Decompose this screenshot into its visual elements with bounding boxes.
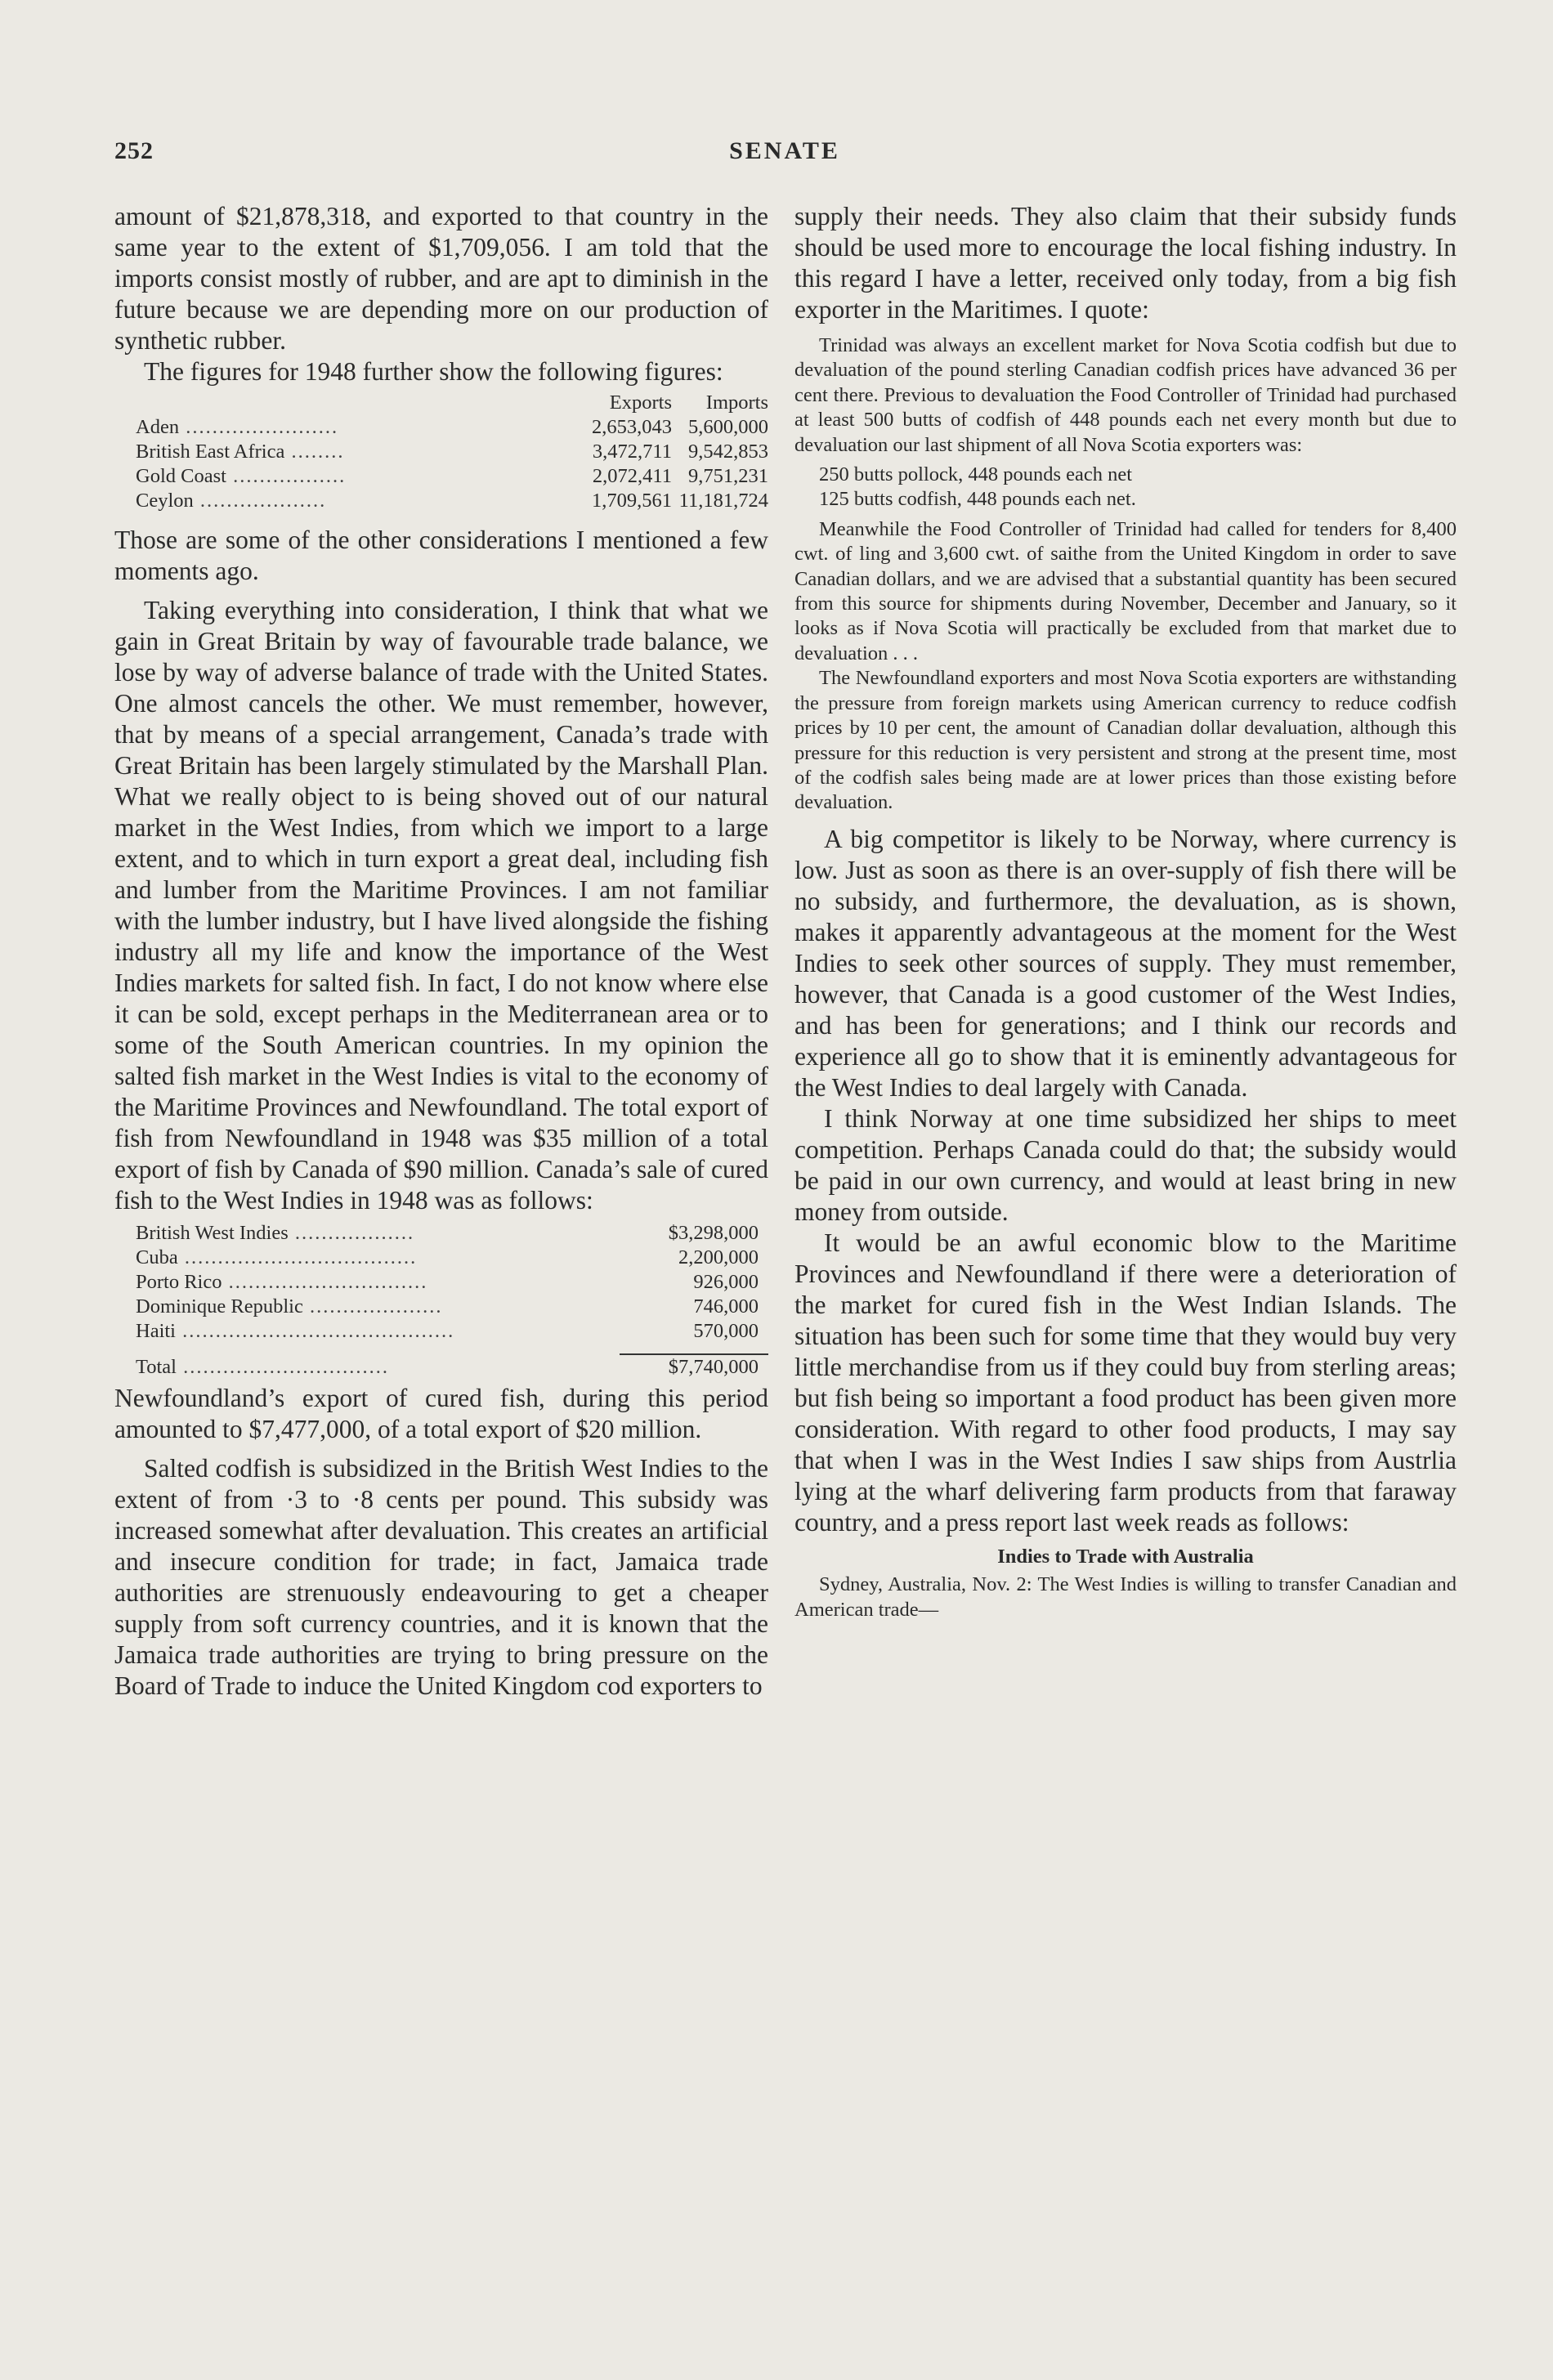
imports-cell: 9,751,231: [688, 465, 768, 487]
page-header: [114, 137, 1455, 170]
column-header-exports: Exports: [609, 391, 672, 414]
row-label: Ceylon: [136, 490, 194, 512]
table-row: Ceylon ................... 1,709,561 11,181,724: [136, 490, 768, 512]
value-cell: 570,000: [693, 1320, 759, 1342]
row-label: Gold Coast: [136, 465, 226, 487]
paragraph: supply their needs. They also claim that their subsidy funds should be used more to encourage the local fishing industry. In this regard I have a letter, received only today, from a big fish exporter in the Maritimes. I quote:: [794, 202, 1457, 324]
value-cell: $3,298,000: [668, 1222, 759, 1244]
left-column: [114, 201, 768, 1702]
exports-cell: 1,709,561: [592, 490, 672, 512]
row-label: Porto Rico: [136, 1271, 222, 1293]
table-row: Haiti ......................................... 570,000: [114, 1319, 768, 1344]
value-cell: 746,000: [693, 1295, 759, 1318]
page-number: 252: [114, 137, 154, 164]
fish-sales-table: [114, 1221, 768, 1380]
quoted-letter-paragraph: The Newfoundland exporters and most Nova Scotia exporters are withstanding the pressure from foreign markets using American currency to reduce codfish prices by 10 per cent, the amount of Canadian dollar devaluation, although this pressure for this reduction is very persistent and strong at the present time, most of the codfish sales being made are at lower prices than those existing before devaluation.: [794, 667, 1457, 814]
news-heading: Indies to Trade with Australia: [997, 1545, 1254, 1568]
column-header-imports: Imports: [705, 391, 768, 414]
table-row: British East Africa ........ 3,472,711 9,542,853: [136, 441, 768, 463]
table-row: Dominique Republic .................... 746,000: [114, 1295, 768, 1319]
table-total-row: Total ............................... $7,740,000: [114, 1355, 768, 1380]
paragraph: Salted codfish is subsidized in the British West Indies to the extent of from ·3 to ·8 cents per pound. This subsidy was increased somewhat after devaluation. This creates an artificial and insecure condition for trade; in fact, Jamaica trade authorities are strenuously endeavouring to get a cheaper supply from soft currency countries, and it is known that the Jamaica trade authorities are trying to bring pressure on the Board of Trade to induce the United Kingdom cod exporters to: [114, 1454, 768, 1700]
table-header-row: [114, 391, 768, 415]
row-label: Aden: [136, 416, 180, 438]
paragraph: A big competitor is likely to be Norway, where currency is low. Just as soon as there is an over-supply of fish there will be no subsidy, and furthermore, the devaluation, as is shown, makes it apparently advantageous at the moment for the West Indies to seek other sources of supply. They must remember, however, that Canada is a good customer of the West Indies, and has been for generations; and I think our records and experience all go to show that it is eminently advantageous for the West Indies to deal largely with Canada.: [794, 824, 1457, 1102]
imports-cell: 5,600,000: [688, 416, 768, 438]
quoted-line: 250 butts pollock, 448 pounds each net: [819, 463, 1133, 486]
paragraph: I think Norway at one time subsidized her ships to meet competition. Perhaps Canada could do that; the subsidy would be paid in our own currency, and would at least bring in new money from outside.: [794, 1103, 1457, 1226]
total-value: $7,740,000: [668, 1356, 759, 1378]
row-label: British East Africa: [136, 441, 285, 463]
exports-cell: 2,072,411: [592, 465, 672, 487]
quoted-letter-paragraph: Trinidad was always an excellent market for Nova Scotia codfish but due to devaluation of the pound sterling Canadian codfish prices have advanced 36 per cent there. Previous to devaluation the Food Controller of Trinidad had purchased at least 500 butts of codfish of 448 pounds each net every month but due to devaluation our last shipment of all Nova Scotia exporters was:: [794, 334, 1457, 456]
paragraph: It would be an awful economic blow to the Maritime Provinces and Newfoundland if there were a deterioration of the market for cured fish in the West Indian Islands. The situation has been such for some time that they would buy very little merchandise from us if they could buy from sterling areas; but fish being so important a food product has been given more consideration. With regard to other food products, I may say that when I was in the West Indies I saw ships from Austrlia lying at the wharf delivering farm products from that faraway country, and a press report last week reads as follows:: [794, 1228, 1457, 1537]
trade-table: [114, 391, 768, 513]
paragraph: amount of $21,878,318, and exported to that country in the same year to the extent of $1,709,056. I am told that the imports consist mostly of rubber, and are apt to diminish in the future because we are depending more on our production of synthetic rubber.: [114, 202, 768, 355]
news-text: Sydney, Australia, Nov. 2: The West Indies is willing to transfer Canadian and American trade—: [794, 1573, 1457, 1621]
table-row: Porto Rico .............................. 926,000: [114, 1270, 768, 1295]
row-label: Cuba: [136, 1246, 178, 1268]
imports-cell: 11,181,724: [678, 490, 768, 512]
exports-cell: 2,653,043: [592, 416, 672, 438]
table-row: Cuba ................................... 2,200,000: [114, 1246, 768, 1270]
row-label: Dominique Republic: [136, 1295, 303, 1318]
paragraph: Newfoundland’s export of cured fish, during this period amounted to $7,477,000, of a total export of $20 million.: [114, 1384, 768, 1443]
table-row: Gold Coast ................. 2,072,411 9,751,231: [136, 465, 768, 487]
total-label: Total: [136, 1356, 177, 1378]
paragraph: Those are some of the other considerations I mentioned a few moments ago.: [114, 526, 768, 585]
exports-cell: 3,472,711: [592, 441, 672, 463]
total-rule-row: [114, 1344, 768, 1355]
running-title: SENATE: [729, 137, 840, 164]
imports-cell: 9,542,853: [688, 441, 768, 463]
row-label: Haiti: [136, 1320, 176, 1342]
paragraph: Taking everything into consideration, I think that what we gain in Great Britain by way of favourable trade balance, we lose by way of adverse balance of trade with the United States. One almost cancels the other. We must remember, however, that by means of a special arrangement, Canada’s trade with Great Britain has been largely stimulated by the Marshall Plan. What we really object to is being shoved out of our natural market in the West Indies, from which we import to a large extent, and to which in turn export a great deal, including fish and lumber from the Maritime Provinces. I am not familiar with the lumber industry, but I have lived alongside the fishing industry all my life and know the importance of the West Indies markets for salted fish. In fact, I do not know where else it can be sold, except perhaps in the Mediterranean area or to some of the South American countries. In my opinion the salted fish market in the West Indies is vital to the economy of the Maritime Provinces and Newfoundland. The total export of fish from Newfoundland in 1948 was $35 million of a total export of fish by Canada of $90 million. Canada’s sale of cured fish to the West Indies in 1948 was as follows:: [114, 596, 768, 1215]
row-label: British West Indies: [136, 1222, 289, 1244]
table-row: British West Indies .................. $3,298,000: [114, 1221, 768, 1246]
quoted-letter-paragraph: Meanwhile the Food Controller of Trinidad had called for tenders for 8,400 cwt. of ling and 3,600 cwt. of saithe from the United Kingdom in order to save Canadian dollars, and we are advised that a substantial quantity has been secured from this source for shipments during November, December and January, so it looks as if Nova Scotia will practically be excluded from that market due to devaluation . . .: [794, 517, 1457, 664]
right-column: [794, 201, 1457, 1622]
table-row: Aden ....................... 2,653,043 5,600,000: [136, 416, 768, 438]
value-cell: 926,000: [693, 1271, 759, 1293]
paragraph: The figures for 1948 further show the following figures:: [144, 357, 723, 386]
quoted-line: 125 butts codfish, 448 pounds each net.: [819, 488, 1136, 511]
value-cell: 2,200,000: [678, 1246, 759, 1268]
